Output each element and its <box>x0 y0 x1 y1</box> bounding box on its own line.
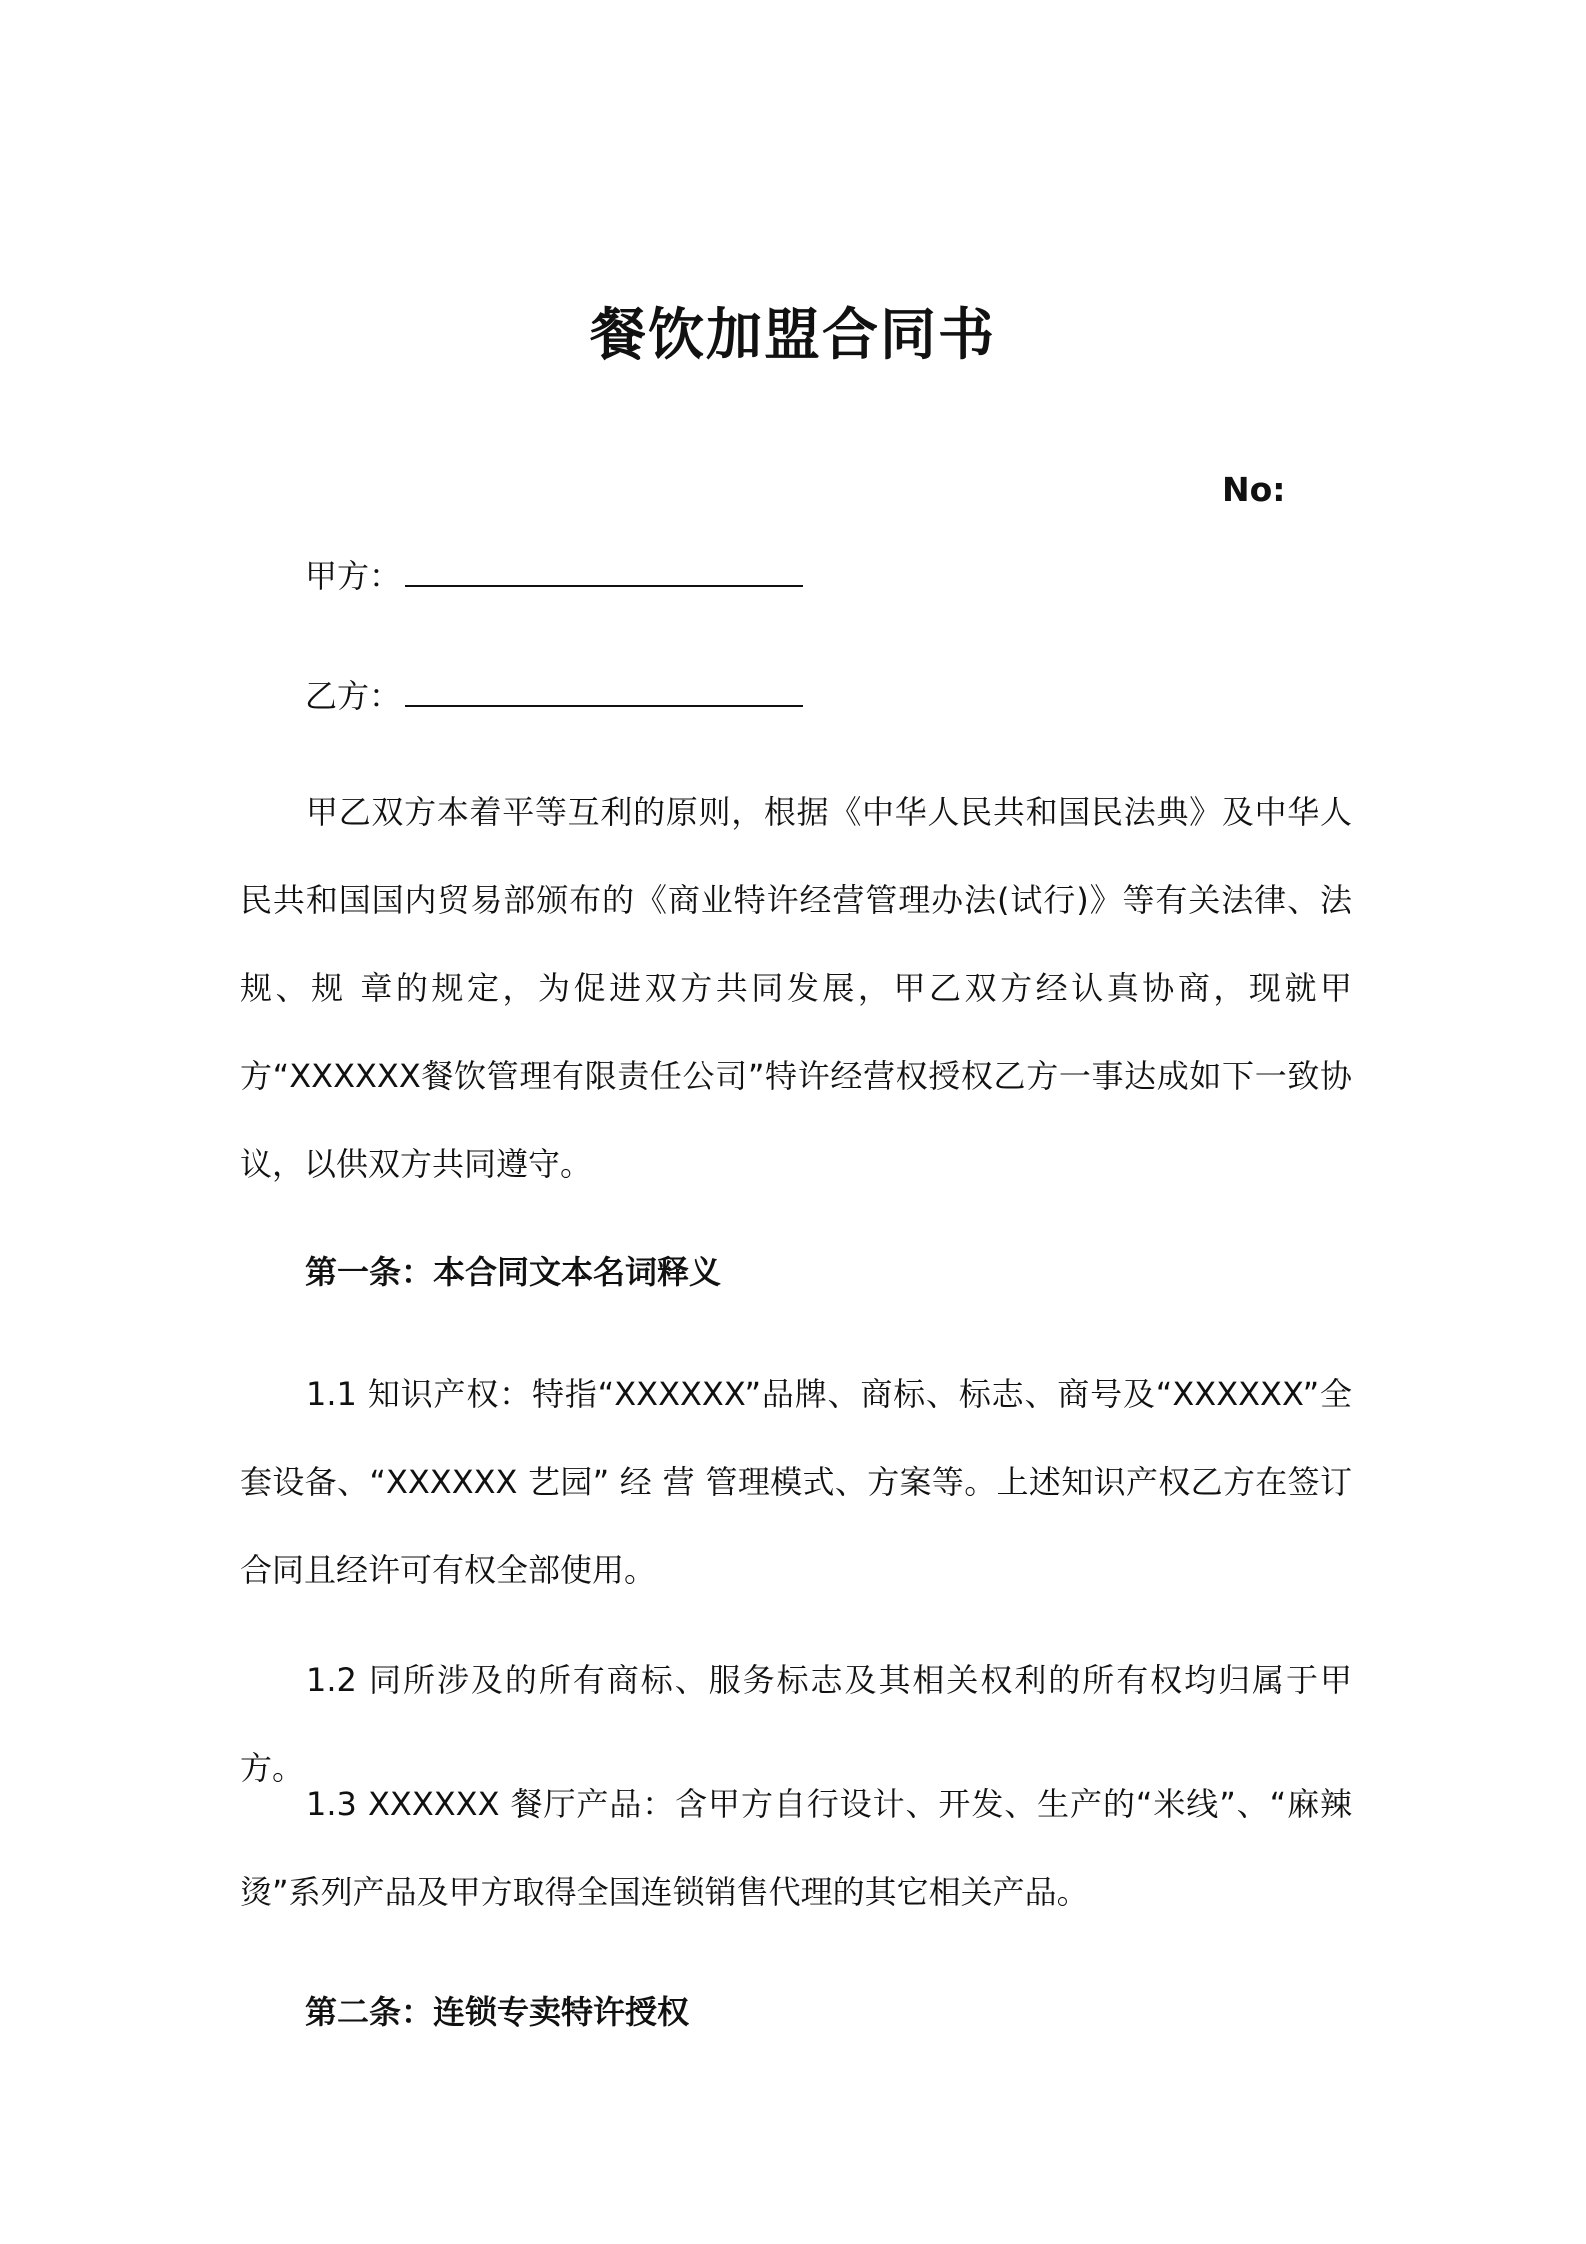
clause-1-3: 1.3 XXXXXX 餐厅产品：含甲方自行设计、开发、生产的“米线”、“麻辣烫”系列产品及甲方取得全国连锁销售代理的其它相关产品。 <box>240 1785 1352 1911</box>
article-2-heading: 第二条：连锁专卖特许授权 <box>305 1993 690 2031</box>
clause-1-2: 1.2 同所涉及的所有商标、服务标志及其相关权利的所有权均归属于甲方。 <box>240 1661 1352 1787</box>
article-1-heading: 第一条：本合同文本名词释义 <box>305 1253 722 1291</box>
intro-paragraph: 甲乙双方本着平等互利的原则，根据《中华人民共和国民法典》及中华人民共和国国内贸易部颁布的《商业特许经营管理办法(试行)》等有关法律、法规、规 章的规定，为促进双方共同发展，甲乙双方经认真协商，现就甲方“XXXXXX餐饮管理有限责任公司”特许经营权授权乙方一事达成如下一致协议，以供双方共同遵守。 <box>240 793 1352 1183</box>
party-b-line <box>305 674 803 718</box>
party-a-label: 甲方： <box>305 557 402 595</box>
clause-1-1: 1.1 知识产权：特指“XXXXXX”品牌、商标、标志、商号及“XXXXXX”全套设备、“XXXXXX 艺园” 经 营 管理模式、方案等。上述知识产权乙方在签订合同且经许可有权全部使用。 <box>240 1375 1352 1589</box>
document-title: 餐饮加盟合同书 <box>590 303 996 368</box>
party-b-label: 乙方： <box>305 677 402 715</box>
party-a-blank <box>405 555 803 587</box>
party-b-blank <box>405 675 803 707</box>
party-a-line <box>305 554 803 598</box>
document-number-label: No: <box>1222 470 1286 509</box>
